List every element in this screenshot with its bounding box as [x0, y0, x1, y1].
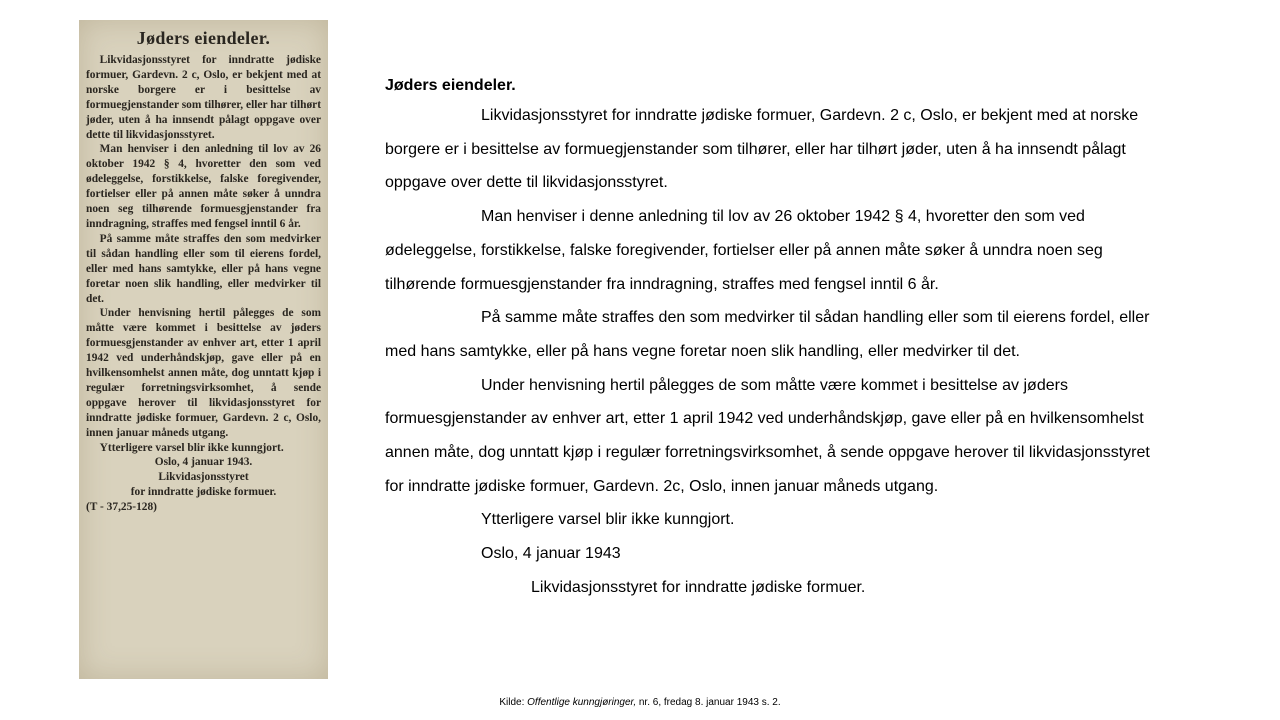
clipping-reference: (T - 37,25-128) — [86, 501, 157, 514]
transcription-paragraph: Man henviser i denne anledning til lov av 26 oktober 1942 § 4, hvoretter den som ved ødeleggelse, forstikkelse, falske foregivender, fortielser eller på annen måte søker å unndra noen seg tilhørende formuesgjenstander fra inndragning, straffes med fengsel inntil 6 år. — [385, 208, 1103, 293]
clipping-paragraph: Likvidasjonsstyret for inndratte jødiske formuer, Gardevn. 2 c, Oslo, er bekjent med at norske borgere er i besittelse av formuegjenstander som tilhører, eller har tilhørt jøder, uten å ha innsendt pålagt oppgave over dette til likvidasjonsstyret. — [86, 54, 321, 141]
transcription-date: Oslo, 4 januar 1943 — [481, 545, 621, 563]
newspaper-clipping — [79, 20, 328, 679]
source-publication: Offentlige kunngjøringer, — [527, 697, 637, 708]
clipping-signature-line1: Likvidasjonsstyret — [158, 471, 249, 484]
clipping-paragraph: På samme måte straffes den som medvirker til sådan handling eller som til eierens fordel, eller med hans samtykke, eller på hans vegne foretar noen slik handling, eller medvirker til det. — [86, 232, 321, 305]
clipping-paragraph: Man henviser i den anledning til lov av 26 oktober 1942 § 4, hvoretter den som ved ødeleggelse, forstikkelse, falske foregivender, fortielser eller på annen måte søker å unndra noen seg tilhørende formuesgjenstander fra inndragning, straffes med fengsel inntil 6 år. — [86, 143, 321, 230]
source-details: nr. 6, fredag 8. januar 1943 s. 2. — [636, 697, 781, 708]
transcription — [385, 73, 1165, 605]
clipping-title: Jøders eiendeler. — [136, 28, 271, 48]
clipping-date: Oslo, 4 januar 1943. — [154, 456, 253, 469]
source-citation — [0, 697, 1280, 708]
transcription-paragraph: Ytterligere varsel blir ikke kunngjort. — [481, 511, 735, 529]
transcription-title: Jøders eiendeler. — [385, 77, 516, 94]
transcription-signature: Likvidasjonsstyret for inndratte jødiske formuer. — [531, 578, 866, 596]
clipping-paragraph: Under henvisning hertil pålegges de som måtte være kommet i besittelse av jøders formuesgjenstander av enhver art, etter 1 april 1942 ved underhåndskjøp, gave eller på en hvilkensomhelst annen måte, dog unntatt kjøp i regulær forretningsvirksomhet, å sende oppgave herover til likvidasjonsstyret for inndratte jødiske formuer, Gardevn. 2 c, Oslo, innen januar måneds utgang. — [86, 307, 321, 439]
source-prefix: Kilde: — [499, 697, 528, 708]
clipping-paragraph: Ytterligere varsel blir ikke kunngjort. — [99, 441, 284, 454]
clipping-signature-line2: for inndratte jødiske formuer. — [130, 486, 277, 499]
transcription-paragraph: Likvidasjonsstyret for inndratte jødiske formuer, Gardevn. 2 c, Oslo, er bekjent med at norske borgere er i besittelse av formuegjenstander som tilhører, eller har tilhørt jøder, uten å ha innsendt pålagt oppgave over dette til likvidasjonsstyret. — [385, 107, 1139, 192]
transcription-paragraph: Under henvisning hertil pålegges de som måtte være kommet i besittelse av jøders formuesgjenstander av enhver art, etter 1 april 1942 ved underhåndskjøp, gave eller på en hvilkensomhelst annen måte, dog unntatt kjøp i regulær forretningsvirksomhet, å sende oppgave herover til likvidasjonsstyret for inndratte jødiske formuer, Gardevn. 2c, Oslo, innen januar måneds utgang. — [385, 376, 1150, 495]
transcription-paragraph: På samme måte straffes den som medvirker til sådan handling eller som til eierens fordel, eller med hans samtykke, eller på hans vegne foretar noen slik handling, eller medvirker til det. — [385, 309, 1150, 360]
